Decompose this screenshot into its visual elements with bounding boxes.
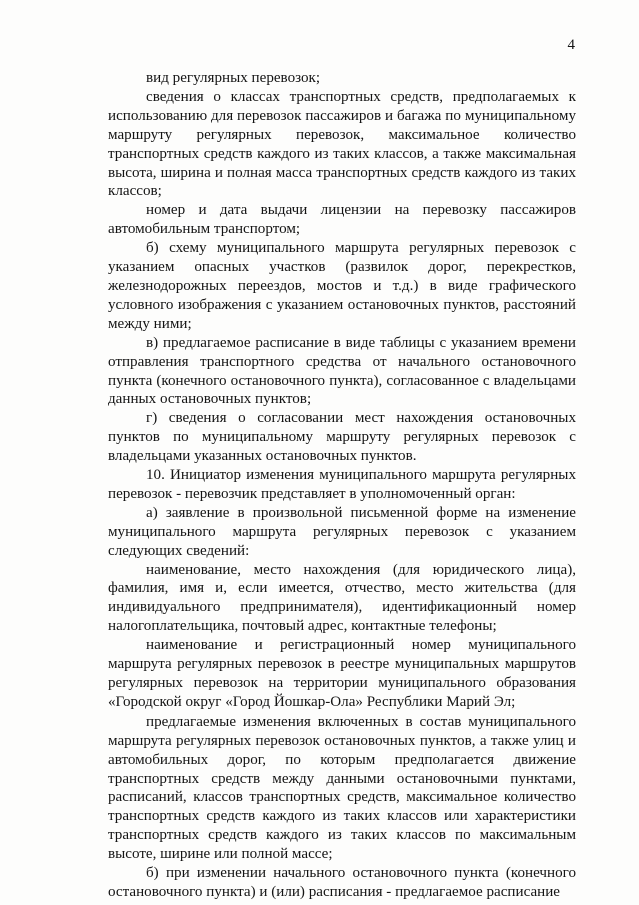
paragraph-schedule: в) предлагаемое расписание в виде таблицы с указанием времени отправления транспортного средства от начального остановочного пункта (конечного остановочного пункта), согласованное с владельцами данных остановочных пунктов; [108, 334, 576, 408]
document-body [108, 69, 576, 902]
paragraph-route-registry: наименование и регистрационный номер муниципального маршрута регулярных перевозок в реестре муниципальных маршрутов регулярных перевозок на территории муниципального образования «Городской округ «Город Йошкар-Ола» Республики Марий Эл; [108, 637, 576, 710]
paragraph-stop-agreement: г) сведения о согласовании мест нахождения остановочных пунктов по муниципальному маршруту регулярных перевозок с владельцами указанных остановочных пунктов. [108, 410, 576, 465]
paragraph-transport-type: вид регулярных перевозок; [146, 70, 321, 86]
paragraph-license: номер и дата выдачи лицензии на перевозку пассажиров автомобильным транспортом; [108, 202, 576, 238]
paragraph-stop-change-schedule: б) при изменении начального остановочного пункта (конечного остановочного пункта) и (или) расписания - предлагаемое расписание [108, 865, 576, 900]
paragraph-application: а) заявление в произвольной письменной форме на изменение муниципального маршрута регулярных перевозок с указанием следующих сведений: [108, 504, 576, 559]
page-number: 4 [567, 37, 575, 53]
paragraph-proposed-changes: предлагаемые изменения включенных в состав муниципального маршрута регулярных перевозок остановочных пунктов, а также улиц и автомобильных дорог, по которым предполагается движение транспортных средств между данными остановочными пунктами, расписаний, классов транспортных средств, максимальное количество транспортных средств каждого из таких классов или характеристики транспортных средств каждого из таких классов по максимальным высоте, ширине или полной массе; [108, 713, 576, 863]
paragraph-vehicle-classes: сведения о классах транспортных средств, предполагаемых к использованию для перевозок пассажиров и багажа по муниципальному маршруту регулярных перевозок, максимальное количество транспортных средств каждого из таких классов, а также максимальная высота, ширина и полная масса транспортных средств каждого из таких классов; [108, 88, 576, 200]
paragraph-applicant-info: наименование, место нахождения (для юридического лица), фамилия, имя и, если имеется, отчество, место жительства (для индивидуального предпринимателя), идентификационный номер налогоплательщика, почтовый адрес, контактные телефоны; [108, 561, 576, 635]
paragraph-route-scheme: б) схему муниципального маршрута регулярных перевозок с указанием опасных участков (развилок дорог, перекрестков, железнодорожных переездов, мостов и т.д.) в виде графического условного изображения с указанием остановочных пунктов, расстояний между ними; [108, 240, 576, 332]
paragraph-section-10: 10. Инициатор изменения муниципального маршрута регулярных перевозок - перевозчик представляет в уполномоченный орган: [108, 467, 576, 502]
